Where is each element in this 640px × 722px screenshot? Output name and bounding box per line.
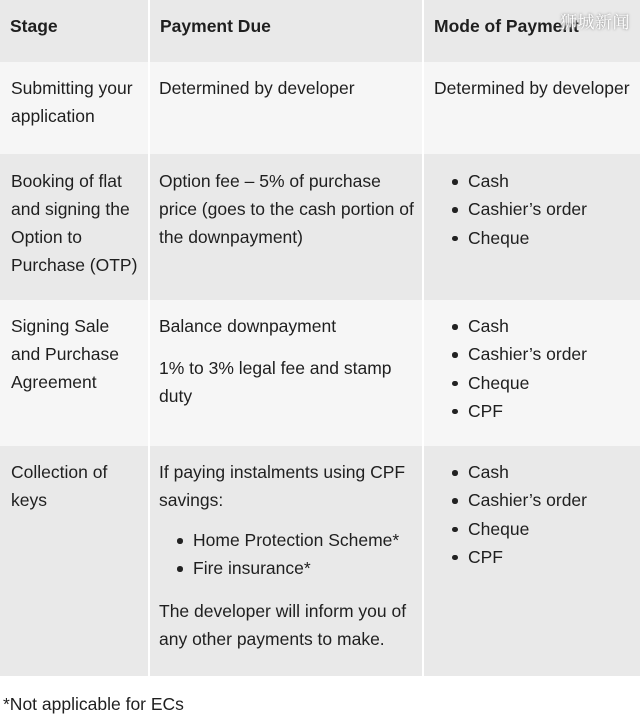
- list-item: Cashier’s order: [448, 340, 634, 368]
- list-item: Cashier’s order: [448, 486, 634, 514]
- header-mode-of-payment: Mode of Payment: [434, 16, 579, 36]
- payment-due-text: Determined by developer: [159, 78, 355, 98]
- header-payment-due: Payment Due: [150, 0, 424, 62]
- list-item: Cheque: [448, 369, 634, 397]
- footnote: *Not applicable for ECs: [3, 694, 184, 714]
- table-header-row: [0, 0, 640, 62]
- mode-list: [434, 458, 634, 571]
- stage-cell: Signing Sale and Purchase Agreement: [0, 300, 150, 446]
- table-row: [0, 62, 640, 154]
- table-row: [0, 446, 640, 676]
- mode-cell: [424, 300, 640, 446]
- stage-cell: Collection of keys: [0, 446, 150, 676]
- list-item: Fire insurance*: [173, 554, 414, 582]
- stage-cell: Booking of flat and signing the Option to Purchase (OTP): [0, 154, 150, 300]
- list-item: Cheque: [448, 515, 634, 543]
- mode-cell: [424, 154, 640, 300]
- list-item: Home Protection Scheme*: [173, 526, 414, 554]
- payment-due-text: Balance downpayment: [159, 316, 337, 336]
- payment-due-text: 1% to 3% legal fee and stamp duty: [159, 358, 392, 406]
- list-item: Cash: [448, 167, 634, 195]
- payment-due-cell: [150, 300, 424, 446]
- payment-due-text: If paying instalments using CPF savings:: [159, 462, 406, 510]
- list-item: Cheque: [448, 224, 634, 252]
- table-row: [0, 300, 640, 446]
- list-item: Cash: [448, 458, 634, 486]
- header-stage: Stage: [0, 0, 150, 62]
- list-item: CPF: [448, 543, 634, 571]
- mode-cell: [424, 446, 640, 676]
- mode-list: [434, 167, 634, 252]
- mode-list: [434, 312, 634, 425]
- payment-due-cell: [150, 446, 424, 676]
- payment-due-text: The developer will inform you of any other payments to make.: [159, 600, 407, 649]
- stage-cell: Submitting your application: [0, 62, 150, 154]
- list-item: CPF: [448, 397, 634, 425]
- watermark: 狮城新闻: [560, 13, 630, 32]
- table-row: [0, 154, 640, 300]
- mode-cell: Determined by developer: [434, 78, 630, 98]
- list-item: Cashier’s order: [448, 195, 634, 223]
- payment-due-text: Option fee – 5% of purchase price (goes to the cash portion of the downpayment): [159, 171, 414, 247]
- payment-due-cell: [150, 62, 424, 154]
- payment-due-cell: [150, 154, 424, 300]
- cpf-payment-list: [159, 526, 414, 583]
- list-item: Cash: [448, 312, 634, 340]
